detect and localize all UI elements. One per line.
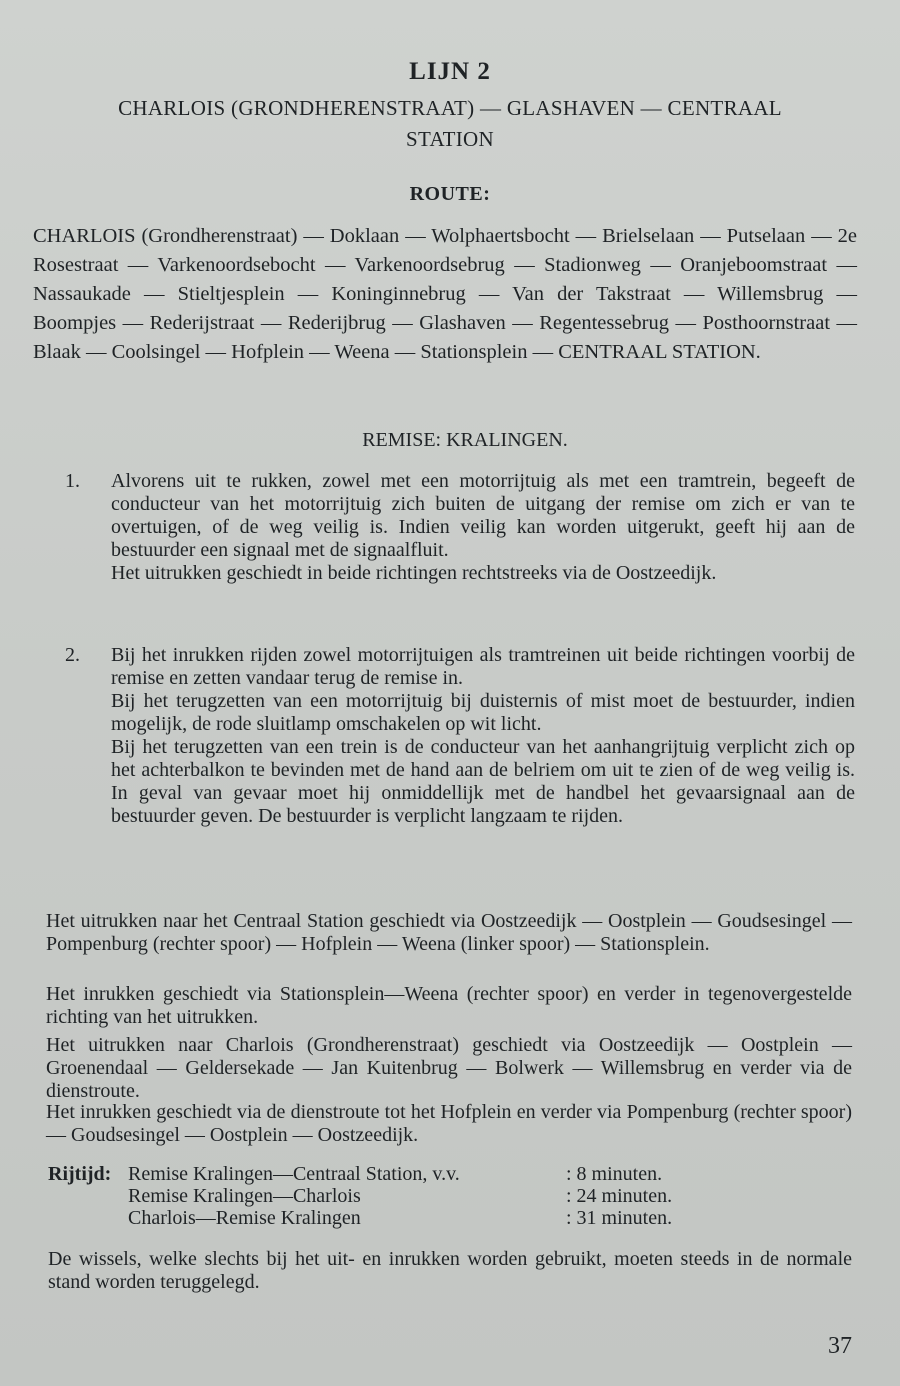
numbered-item-2 [65, 644, 855, 828]
travel-time-label: Rijtijd: [48, 1163, 112, 1185]
body-paragraph: Het uitrukken naar Charlois (Grondherenstraat) geschiedt via Oostzeedijk — Oostplein — Groenendaal — Geldersekade — Jan Kuitenbrug — Bolwerk — Willemsbrug en verder via de dienstroute. [46, 1034, 852, 1102]
travel-time-value: : 8 minuten. [566, 1163, 663, 1185]
travel-time-route: Remise Kralingen—Centraal Station, v.v. [128, 1163, 460, 1185]
travel-time-value: : 31 minuten. [566, 1207, 673, 1229]
page-title: LIJN 2 [409, 58, 491, 85]
body-paragraph: Het inrukken geschiedt via Stationsplein—Weena (rechter spoor) en verder in tegenovergestelde richting van het uitrukken. [46, 983, 852, 1028]
item-number: 1. [65, 470, 80, 492]
item-paragraph: Bij het terugzetten van een trein is de conducteur van het aanhangrijtuig verplicht zich op het achterbalkon te bevinden met de hand aan de belriem om uit te zien of de weg veilig is. In geval van gevaar moet hij onmiddellijk met de handbel het gevaarsignaal aan de bestuurder geven. De bestuurder is verplicht langzaam te rijden. [111, 736, 855, 827]
travel-time-value: : 24 minuten. [566, 1185, 673, 1207]
route-description: CHARLOIS (Grondherenstraat) — Doklaan — Wolphaertsbocht — Brielselaan — Putselaan — 2e Rosestraat — Varkenoordsebocht — Varkenoordsebrug — Stadionweg — Oranjeboomstraat — Nassaukade — Stieltjesplein — Koninginnebrug — Van der Takstraat — Willemsbrug — Boompjes — Rederijstraat — Rederijbrug — Glashaven — Regentessebrug — Posthoornstraat — Blaak — Coolsingel — Hofplein — Weena — Stationsplein — CENTRAAL STATION. [33, 225, 857, 363]
body-paragraph: Het uitrukken naar het Centraal Station geschiedt via Oostzeedijk — Oostplein — Goudsesingel — Pompenburg (rechter spoor) — Hofplein — Weena (linker spoor) — Stationsplein. [46, 910, 852, 955]
travel-time-row [48, 1163, 748, 1185]
travel-time-table [48, 1163, 748, 1229]
item-number: 2. [65, 644, 80, 666]
route-heading: ROUTE: [409, 183, 491, 205]
item-paragraph: Bij het terugzetten van een motorrijtuig bij duisternis of mist moet de bestuurder, indien mogelijk, de rode sluitlamp omschakelen op wit licht. [111, 690, 855, 735]
page-number: 37 [828, 1333, 852, 1359]
travel-time-row [48, 1207, 748, 1229]
item-paragraph: Bij het inrukken rijden zowel motorrijtuigen als tramtreinen uit beide richtingen voorbij de remise en zetten vandaar terug de remise in. [111, 644, 855, 689]
closing-note: De wissels, welke slechts bij het uit- en inrukken worden gebruikt, moeten steeds in de normale stand worden teruggelegd. [48, 1248, 852, 1293]
line-subtitle: CHARLOIS (GRONDHERENSTRAAT) — GLASHAVEN — CENTRAAL STATION [118, 96, 782, 151]
item-body [111, 470, 855, 585]
travel-time-row [48, 1185, 748, 1207]
item-body [111, 644, 855, 828]
item-paragraph: Het uitrukken geschiedt in beide richtingen rechtstreeks via de Oostzeedijk. [111, 562, 717, 584]
body-paragraph: Het inrukken geschiedt via de dienstroute tot het Hofplein en verder via Pompenburg (rechter spoor) — Goudsesingel — Oostplein — Oostzeedijk. [46, 1101, 852, 1146]
travel-time-route: Charlois—Remise Kralingen [128, 1207, 361, 1229]
numbered-item-1 [65, 470, 855, 585]
remise-heading: REMISE: KRALINGEN. [362, 429, 568, 451]
item-paragraph: Alvorens uit te rukken, zowel met een motorrijtuig als met een tramtrein, begeeft de conducteur van het motorrijtuig zich buiten de uitgang der remise om zich er van te overtuigen, of de weg veilig is. Indien veilig kan worden uitgerukt, geeft hij aan de bestuurder een signaal met de signaalfluit. [111, 470, 855, 561]
travel-time-route: Remise Kralingen—Charlois [128, 1185, 361, 1207]
